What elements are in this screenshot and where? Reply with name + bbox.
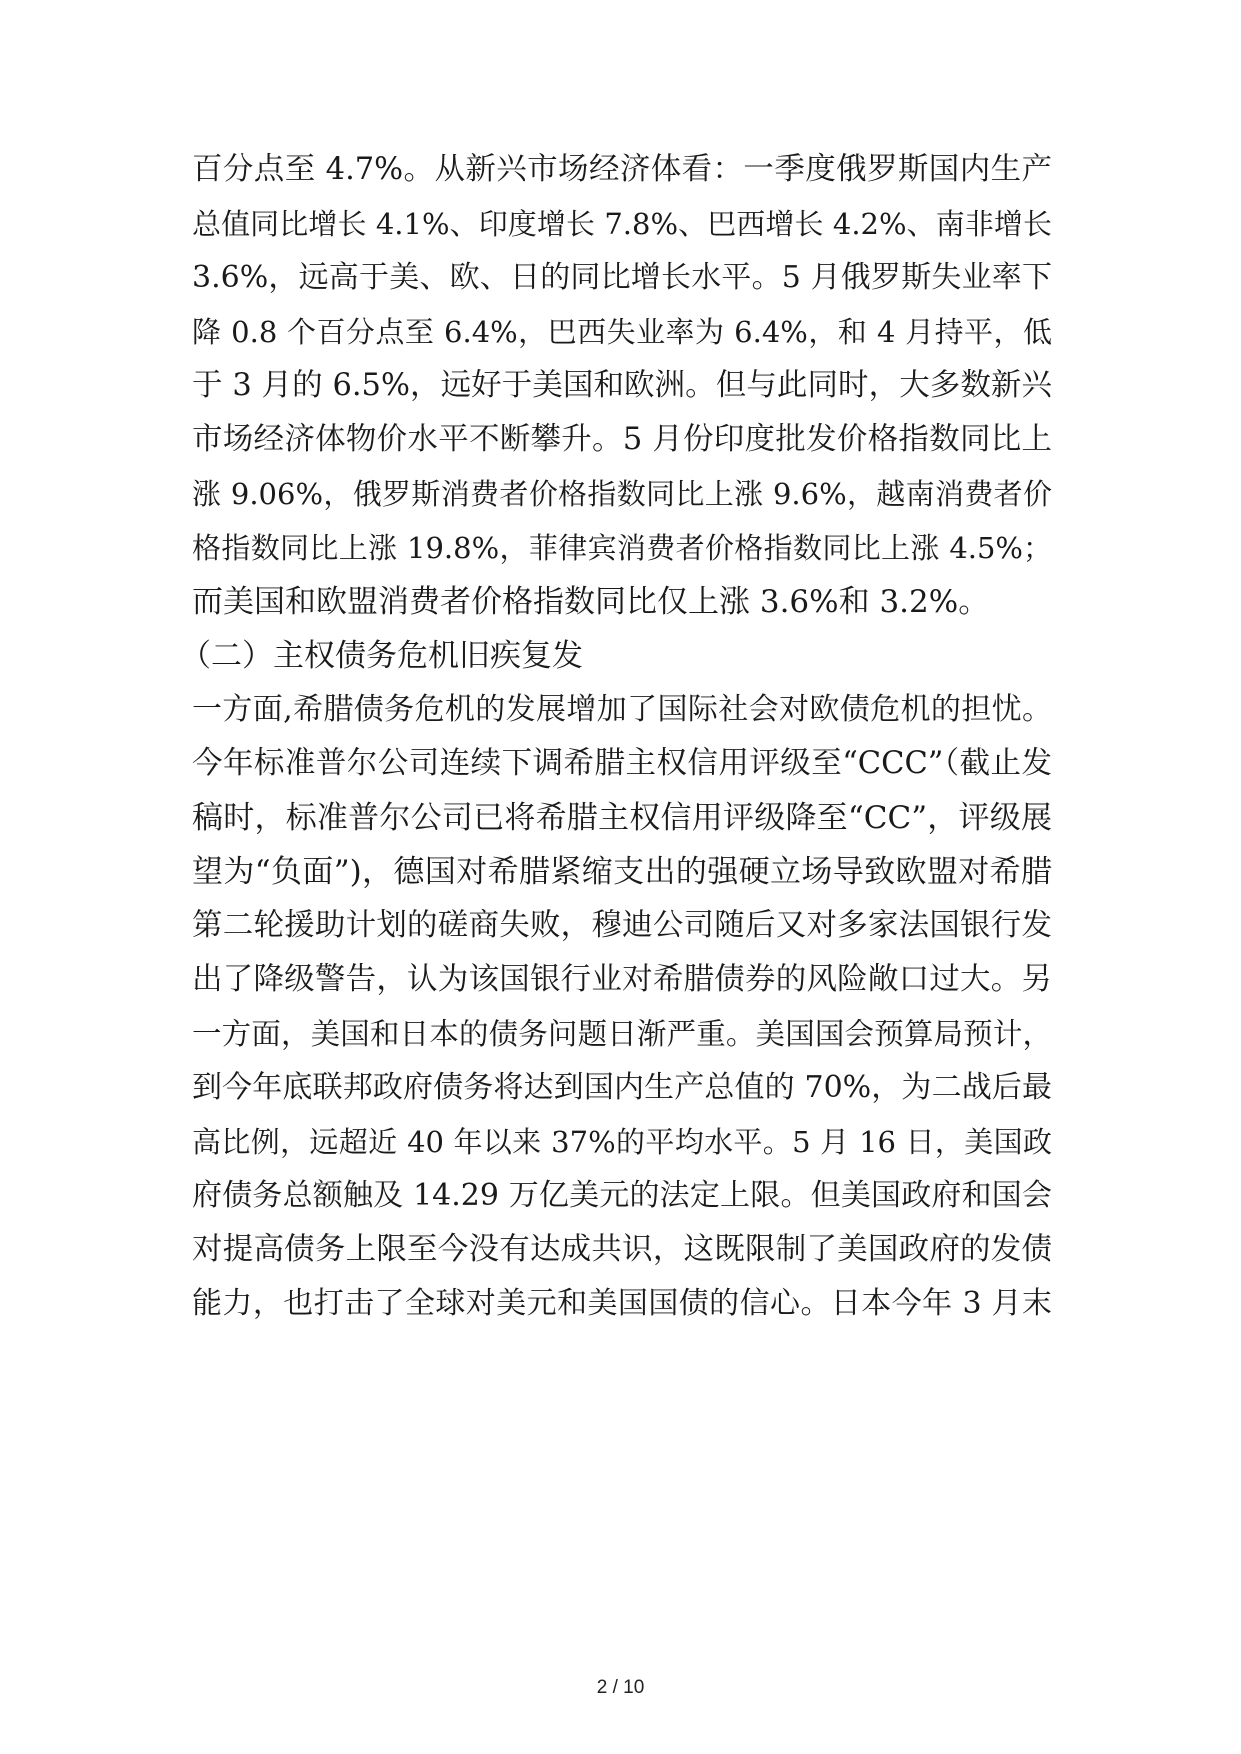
paragraph-line: 望为“负面”)，德国对希腊紧缩支出的强硬立场导致欧盟对希腊 — [192, 854, 1052, 890]
paragraph-line: 稿时，标准普尔公司已将希腊主权信用评级降至“CC”，评级展 — [192, 800, 1052, 836]
paragraph-line: 3.6%，远高于美、欧、日的同比增长水平。5 月俄罗斯失业率下 — [192, 260, 1052, 295]
paragraph-line: 高比例，远超近 40 年以来 37%的平均水平。5 月 16 日，美国政 — [192, 1125, 1052, 1159]
paragraph-line: 市场经济体物价水平不断攀升。5 月份印度批发价格指数同比上 — [192, 422, 1052, 457]
paragraph-line: 能力，也打击了全球对美元和美国国债的信心。日本今年 3 月末 — [192, 1286, 1052, 1321]
paragraph-line: 降 0.8 个百分点至 6.4%，巴西失业率为 6.4%，和 4 月持平，低 — [192, 315, 1052, 349]
paragraph-line: 第二轮援助计划的磋商失败，穆迪公司随后又对多家法国银行发 — [192, 908, 1052, 943]
page-number: 2 / 10 — [596, 1677, 645, 1698]
paragraph-line: 格指数同比上涨 19.8%，菲律宾消费者价格指数同比上涨 4.5%； — [192, 531, 1052, 565]
paragraph-line: 百分点至 4.7%。从新兴市场经济体看：一季度俄罗斯国内生产 — [192, 152, 1052, 187]
paragraph-line: 今年标准普尔公司连续下调希腊主权信用评级至“CCC”（截止发 — [192, 746, 1052, 781]
paragraph-line: 一方面,希腊债务危机的发展增加了国际社会对欧债危机的担忧。 — [192, 692, 1052, 727]
paragraph-line: 总值同比增长 4.1%、印度增长 7.8%、巴西增长 4.2%、南非增长 — [192, 207, 1052, 241]
paragraph-line: 一方面，美国和日本的债务问题日渐严重。美国国会预算局预计， — [192, 1017, 1052, 1051]
paragraph-line: 出了降级警告，认为该国银行业对希腊债券的风险敞口过大。另 — [192, 962, 1052, 997]
paragraph-line: 涨 9.06%，俄罗斯消费者价格指数同比上涨 9.6%，越南消费者价 — [192, 477, 1052, 511]
section-heading: （二）主权债务危机旧疾复发 — [180, 638, 583, 674]
paragraph-line: 于 3 月的 6.5%，远好于美国和欧洲。但与此同时，大多数新兴 — [192, 368, 1052, 403]
paragraph-line: 而美国和欧盟消费者价格指数同比仅上涨 3.6%和 3.2%。 — [192, 584, 990, 620]
paragraph-line: 对提高债务上限至今没有达成共识，这既限制了美国政府的发债 — [192, 1232, 1052, 1267]
paragraph-line: 到今年底联邦政府债务将达到国内生产总值的 70%，为二战后最 — [192, 1070, 1052, 1105]
paragraph-line: 府债务总额触及 14.29 万亿美元的法定上限。但美国政府和国会 — [192, 1178, 1052, 1213]
